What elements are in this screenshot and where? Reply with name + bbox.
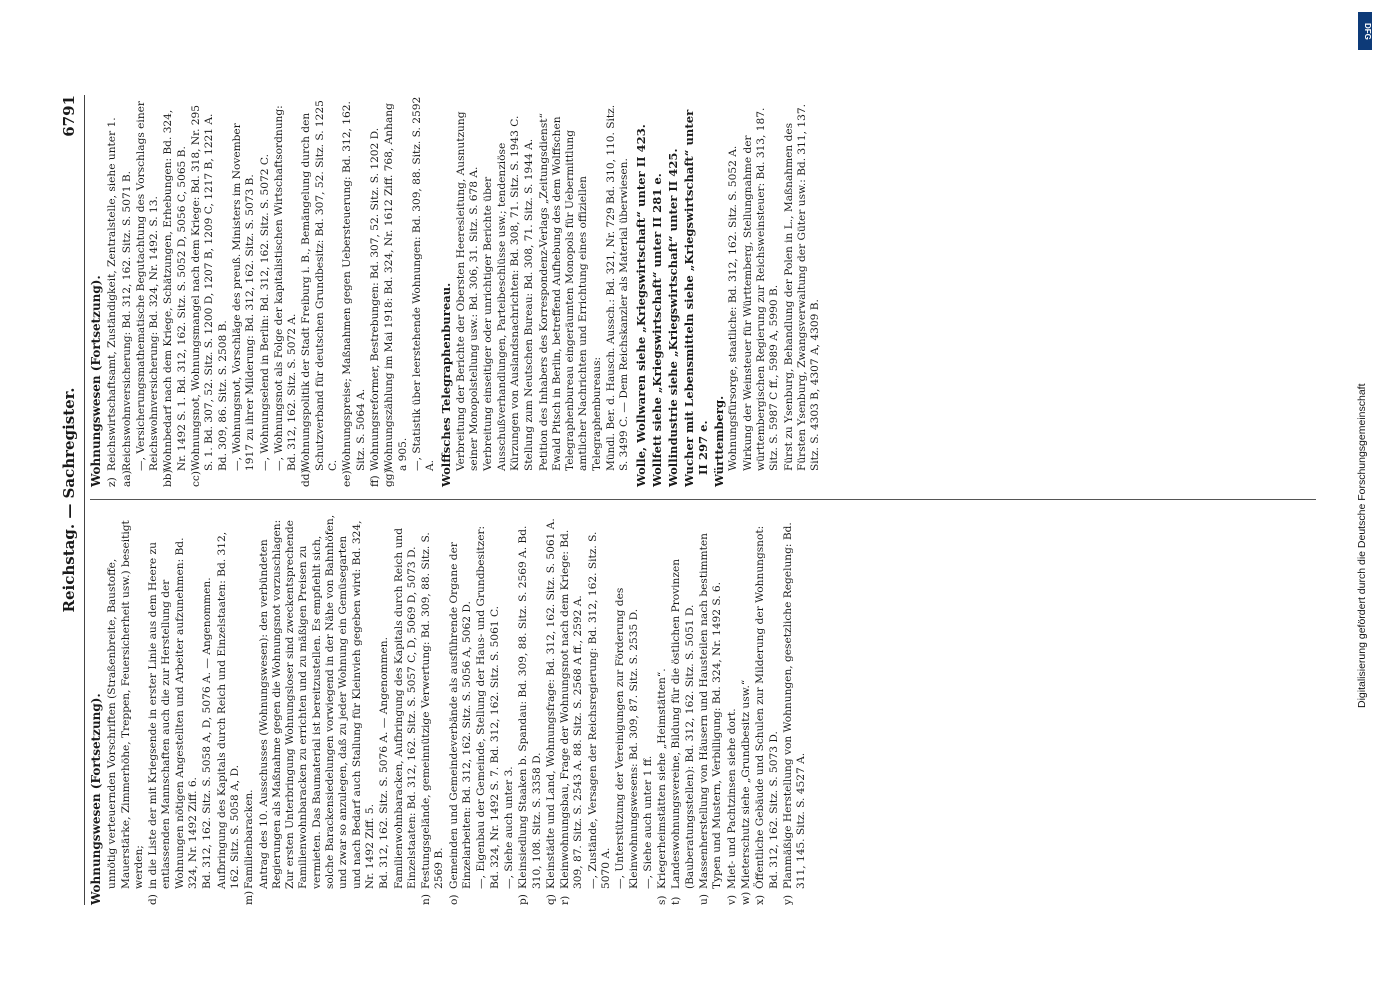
entry-text: Fürst zu Ysenburg, Behandlung der Polen in L., Maßnahmen des Fürsten Ysenburg, Zwangsverwaltung der Güter usw.: Bd. 311, 137. Sitz. S. 4303 B, 4307 A, 4309 B. — [782, 104, 822, 471]
entry-text: Stellung zum Neutschen Bureau: Bd. 308, 71. Sitz. S. 1944 A. — [523, 138, 536, 471]
entry-label: cc) — [190, 471, 203, 487]
entry-text: Planmäßige Herstellung von Wohnungen, gesetzliche Regelung: Bd. 311, 145. Sitz. S. 4527 A. — [781, 522, 808, 889]
entry-text: Verbreitung einseitiger oder unrichtiger Berichte über Ausschußverhandlungen, Parteibeschlüsse usw.; tendenziöse Kürzungen von Auslandsnachrichten: Bd. 308, 71. Sitz. S. 1943 C. — [482, 115, 521, 471]
index-entry — [106, 513, 146, 905]
right-column — [90, 95, 1316, 487]
entry-text: Wohnungsreformer, Bestrebungen: Bd. 307, 52. Sitz. S. 1202 D. — [368, 127, 381, 471]
index-entry — [754, 513, 781, 905]
entry-text: Wohnbedarf nach dem Kriege, Schätzungen, Erhebungen: Bd. 324, Nr. 1492 S. 1. Bd. 312, 162. Sitz. S. 5052 D, 5056 C, 5065 B. — [162, 109, 188, 471]
index-entry — [231, 95, 258, 487]
entry-label: x) — [754, 894, 767, 905]
index-entry — [538, 95, 604, 487]
index-entry — [642, 513, 655, 905]
index-headword — [683, 95, 710, 487]
dfg-logo: DFG — [1358, 12, 1372, 50]
index-entry — [216, 513, 243, 905]
index-entry — [190, 95, 230, 487]
entry-text: Familienwohnbaracken, Aufbringung des Kapitals durch Reich und Einzelstaaten: Bd. 312, 162. Sitz. S. 5057 C, D, 5069 D, 5073 D. — [392, 527, 418, 889]
entry-text: Massenherstellung von Häusern und Hausteilen nach bestimmten Typen und Mustern, Verbilligung: Bd. 324, Nr. 1492 S. 6. — [698, 533, 724, 889]
entry-text: —, Wohnungsnot als Folge der kapitalistischen Wirtschaftsordnung: Bd. 312, 162. Sitz. S. 5072 A. — [272, 105, 299, 471]
index-entry — [517, 513, 544, 905]
index-entry — [782, 513, 809, 905]
entry-label: dd) — [300, 469, 313, 487]
entry-label: w) — [739, 891, 752, 905]
index-entry — [727, 95, 740, 487]
index-entry — [201, 513, 214, 905]
index-entry — [559, 513, 586, 905]
headword-text: Wolffsches Telegraphenbureau. — [439, 282, 454, 487]
index-entry — [341, 95, 368, 487]
entry-text: —, Versicherungsmathematische Begutachtung des Vorschlags einer Reichswohnversicherung: Bd. 324, Nr. 1492. S. 13. — [134, 101, 161, 471]
index-entry — [383, 95, 410, 487]
index-entry — [106, 95, 119, 487]
entry-label: s) — [656, 895, 669, 905]
entry-text: Bd. 312, 162. Sitz. S. 5076 A. — Angenommen. — [378, 637, 391, 889]
index-headword — [713, 95, 726, 487]
index-entry — [121, 95, 134, 487]
index-headword — [440, 95, 453, 487]
entry-text: Reichswohnversicherung: Bd. 312, 162. Sitz. S. 5071 B. — [120, 170, 133, 471]
index-entry — [300, 95, 340, 487]
entry-label: d) — [147, 894, 160, 905]
entry-text: Wohnungsfürsorge, staatliche: Bd. 312, 162. Sitz. S. 5052 A. — [727, 145, 740, 471]
entry-text: —, Wohnungsnot, Vorschläge des preuß. Ministers im November 1917 zu ihrer Milderung: Bd. 312, 162. Sitz. S. 5073 B. — [230, 123, 257, 471]
index-entry — [393, 513, 420, 905]
entry-label: o) — [447, 894, 460, 905]
entry-label: bb) — [162, 469, 175, 487]
entry-text: Mieterschutz siehe „Grundbesitz usw.“ — [739, 679, 752, 889]
entry-text: Bd. 312, 162. Sitz. S. 5058 A, D, 5076 A. — Angenommen. — [201, 577, 214, 889]
entry-text: —, Unterstützung der Vereinigungen zur Förderung des Kleinwohnungswesens: Bd. 309, 87. Sitz. S. 2535 D. — [614, 587, 640, 889]
entry-text: Kleinwohnungsbau, Frage der Wohnungsnot nach dem Kriege: Bd. 309, 87. Sitz. S. 2543 A. 88. Sitz. S. 2568 A ff., 2592 A. — [559, 529, 585, 889]
index-entry — [273, 95, 300, 487]
page-number: 6791 — [60, 95, 78, 137]
entry-label: gg) — [383, 469, 396, 487]
index-entry — [656, 513, 669, 905]
index-entry — [147, 513, 200, 905]
page-header — [56, 95, 85, 905]
entry-text: Gemeinden und Gemeindeverbände als ausführende Organe der Einzelarbeiten: Bd. 312, 162. Sitz. S. 5056 A, 5062 D. — [447, 542, 474, 889]
index-entry — [698, 513, 725, 905]
entry-text: Mündl. Ber. d. Hausch. Aussch.: Bd. 321, Nr. 729 Bd. 310, 110. Sitz. S. 3499 C. — Dem Reichskanzler als Material überwiesen. — [604, 104, 631, 471]
entry-label: r) — [559, 895, 572, 905]
entry-text: —, Wohnungselend in Berlin: Bd. 312, 162. Sitz. S. 5072 C. — [258, 154, 271, 471]
entry-label: q) — [544, 894, 557, 905]
entry-text: Festungsgelände, gemeinnützige Verwertung: Bd. 309, 88. Sitz. S. 2569 B. — [420, 532, 446, 889]
index-entry — [369, 95, 382, 487]
entry-text: Wohnungszählung im Mai 1918: Bd. 324, Nr. 1612 Ziff. 768, Anhang a 905. — [383, 103, 409, 471]
entry-text: Antrag des 10. Ausschusses (Wohnungswesen): den verbündeten Regierungen als Maßnahme gegen die Wohnungsnot vorzuschlagen: Zur ersten Unterbringung Wohnungsloser sind zweckentsprechende Familienwohnbaracken zu errichten und zu mäßigen Preisen zu vermieten. Das Baumaterial ist bereitzustellen. Es empfiehlt sich, solche Barackensiedelungen vorwiegend in der Nähe von Bahnhöfen, und zwar so anzulegen, daß zu jeder Wohnung ein Gemüsegarten und nach Bedarf auch Stallung für Kleinvieh gegeben wird: Bd. 324, Nr. 1492 Ziff. 5. — [257, 514, 376, 889]
entry-label: u) — [698, 894, 711, 905]
index-entry — [783, 95, 823, 487]
entry-text: Wohnungsnot, Wohnungsmangel nach dem Kriege: Bd. 318, Nr. 295 S. 1. Bd. 307, 52. Sitz. S. 1200 D, 1207 B, 1209 C, 1217 B, 1221 A. Bd. 309, 86. Sitz. S. 2508 B. — [190, 104, 229, 471]
index-entry — [726, 513, 739, 905]
left-column — [90, 513, 1316, 905]
entry-text: Miet- und Pachtzinsen siehe dort. — [725, 708, 738, 889]
index-entry — [378, 513, 391, 905]
index-entry — [162, 95, 189, 487]
entry-text: —, Zustände, Versagen der Reichsregierung: Bd. 312, 162. Sitz. S. 5070 A. — [586, 531, 612, 889]
index-entry — [420, 513, 447, 905]
entry-text: Landeswohnungsvereine, Bildung für die östlichen Provinzen (Bauberatungsstellen): Bd. 312, 162. Sitz. S. 5051 D. — [670, 558, 696, 889]
entry-label: t) — [670, 896, 683, 905]
index-entry — [523, 95, 536, 487]
entry-text: —, Siehe auch unter 1 ff. — [641, 755, 654, 889]
page-content — [56, 95, 1316, 905]
entry-label: y) — [781, 894, 794, 905]
entry-text: Reichswirtschaftsamt, Zuständigkeit, Zentralstelle, siehe unter 1. — [106, 117, 119, 471]
entry-text: Familienbaracken. — [243, 789, 256, 889]
index-entry — [670, 513, 697, 905]
entry-label: m) — [243, 890, 256, 905]
entry-text: Wohnungspolitik der Stadt Freiburg i. B., Bemängelung durch den Schutzverband für deutschen Grundbesitz: Bd. 307, 52. Sitz. S. 1225 C. — [300, 100, 340, 471]
index-entry — [587, 513, 614, 905]
entry-text: Kleinstädte und Land, Wohnungsfrage: Bd. 312, 162. Sitz. S. 5061 A. — [544, 518, 557, 889]
entry-text: —, Siehe auch unter 3. — [502, 766, 515, 889]
index-headword — [651, 95, 664, 487]
index-headword — [635, 95, 648, 487]
entry-label: aa) — [120, 470, 133, 487]
entry-text: —, Eigenbau der Gemeinde, Stellung der Haus- und Grundbesitzer: Bd. 324, Nr. 1492 S. 7. Bd. 312, 162. Sitz. S. 5061 C. — [475, 525, 501, 889]
entry-text: unnötig verteuernden Vorschriften (Straßenbreite, Baustoffe, Mauerstärke, Zimmerhöhe, Treppen, Feuersicherheit usw.) beseitigt werden; — [106, 520, 145, 889]
index-entry — [258, 513, 378, 905]
headword-text: Wolle, Wollwaren siehe „Kriegswirtschaft“ unter II 423. — [633, 124, 648, 487]
index-entry — [614, 513, 641, 905]
entry-text: in die Liste der mit Kriegsende in erster Linie aus dem Heere zu entlassenden Mannschaften auch die zur Herstellung der Wohnungen nötigen Angestellten und Arbeiter aufzunehmen: Bd. 324, Nr. 1492 Ziff. 6. — [147, 537, 200, 889]
columns — [90, 95, 1316, 905]
index-entry — [475, 513, 502, 905]
index-entry — [243, 513, 256, 905]
entry-label: ee) — [341, 470, 354, 487]
index-entry — [740, 513, 753, 905]
headword-text: Wollindustrie siehe „Kriegswirtschaft“ unter II 425. — [666, 148, 681, 487]
entry-label: v) — [725, 894, 738, 905]
left-column-heading: Wohnungswesen (Fortsetzung). — [89, 693, 103, 905]
credit-text: Digitalisierung gefördert durch die Deutsche Forschungsgemeinschaft — [1356, 383, 1368, 708]
entry-label: z) — [106, 477, 119, 487]
entry-text: Wirkung der Weinsteuer für Württemberg, Stellungnahme der württembergischen Regierung zur Reichsweinsteuer: Bd. 313, 187. Sitz. S. 5987 C ff., 5989 A, 5990 B. — [741, 107, 781, 471]
entry-text: Kriegerheimstätten siehe „Heimstätten“. — [656, 668, 669, 889]
digitization-credit — [1352, 8, 1378, 708]
index-entry — [448, 513, 475, 905]
headword-text: Wucher mit Lebensmitteln siehe „Kriegswirtschaft“ unter II 297 e. — [682, 109, 710, 487]
index-entry — [503, 513, 516, 905]
index-entry — [455, 95, 482, 487]
entry-text: Aufbringung des Kapitals durch Reich und Einzelstaaten: Bd. 312, 162. Sitz. S. 5058 A, D. — [215, 531, 241, 889]
entry-label: ff) — [368, 475, 381, 487]
entry-text: Öffentliche Gebäude und Schulen zur Milderung der Wohnungsnot: Bd. 312, 162. Sitz. S. 5073 D. — [754, 525, 780, 889]
index-entry — [411, 95, 438, 487]
index-entry — [742, 95, 782, 487]
entry-text: —, Statistik über leerstehende Wohnungen: Bd. 309, 88. Sitz. S. 2592 A. — [410, 96, 437, 471]
index-entry — [482, 95, 522, 487]
running-title: Reichstag. — Sachregister. — [60, 387, 78, 613]
entry-label: n) — [420, 894, 433, 905]
index-entry — [605, 95, 632, 487]
right-column-heading: Wohnungswesen (Fortsetzung). — [89, 275, 103, 487]
index-entry — [545, 513, 558, 905]
entry-text: Petition des Inhabers des Korrespondenz-Verlags „Zeitungsdienst“ Ewald Pitsch in Berlin, betreffend Aufhebung des dem Wolffschen Telegraphenbureau eingeräumten Monopols für Uebermittlung amtlicher Nachrichten und Errichtung eines offiziellen Telegraphenbureaus: — [537, 113, 603, 471]
entry-text: Verbreitung der Berichte der Obersten Heeresleitung, Ausnutzung seiner Monopolstellung usw.: Bd. 306, 31. Sitz. S. 678 A. — [454, 111, 481, 471]
entry-text: Kleinsiedlung Staaken b. Spandau: Bd. 309, 88. Sitz. S. 2569 A. Bd. 310, 108. Sitz. S. 3358 D. — [517, 525, 543, 889]
index-headword — [667, 95, 680, 487]
index-entry — [135, 95, 162, 487]
entry-label: p) — [517, 894, 530, 905]
index-entry — [259, 95, 272, 487]
headword-text: Württemberg. — [712, 395, 727, 487]
headword-text: Wollfett siehe „Kriegswirtschaft“ unter II 281 e. — [649, 173, 664, 487]
entry-text: Wohnungspreise; Maßnahmen gegen Uebersteuerung: Bd. 312, 162. Sitz. S. 5064 A. — [341, 101, 367, 471]
